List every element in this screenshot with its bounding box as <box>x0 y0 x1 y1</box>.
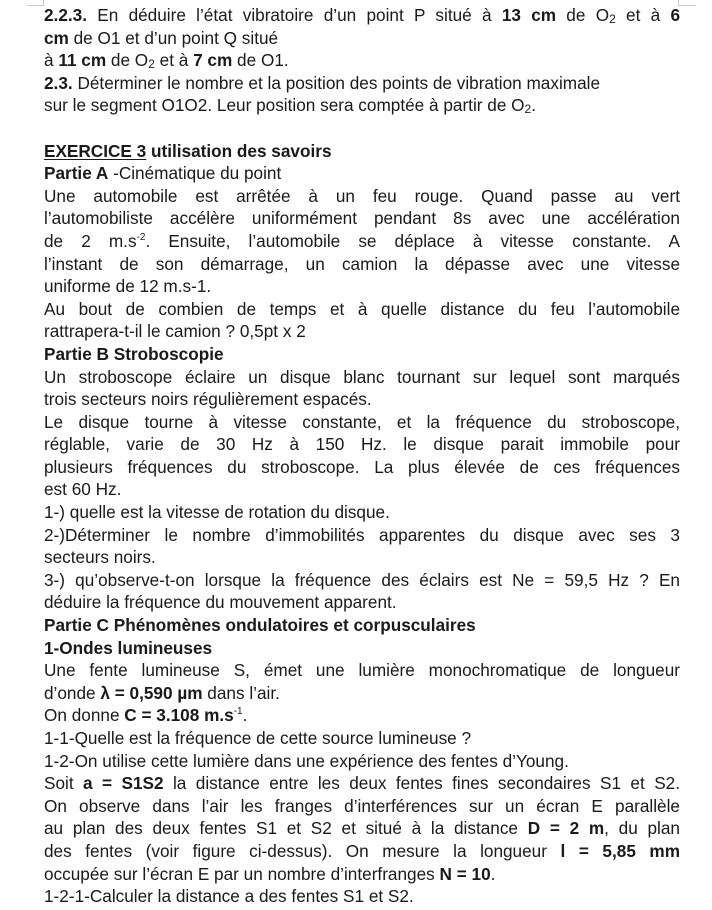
partie-b-question-2-line: 2-)Déterminer le nombre d’immobilités apparentes du disque avec ses 3 <box>44 524 680 545</box>
partie-b-question-3-line: 3-) qu’observe-t-on lorsque la fréquence des éclairs est Ne = 59,5 Hz ? En <box>44 569 680 590</box>
partie-a-text-line: l’instant de son démarrage, un camion la dépasse avec une vitesse <box>44 253 680 274</box>
question-2-3-line-1: 2.3. Déterminer le nombre et la position des points de vibration maximale <box>44 72 601 93</box>
partie-a-text-line: uniforme de 12 m.s-1. <box>44 276 212 297</box>
partie-a-question-line: rattrapera-t-il le camion ? 0,5pt x 2 <box>44 321 306 342</box>
partie-b-question-2-line: secteurs noirs. <box>44 547 156 568</box>
question-2-2-3-line-3: à 11 cm de $O_2$ et à 7 cm de O1. <box>44 50 289 72</box>
partie-a-heading: Partie A -Cinématique du point <box>44 163 282 184</box>
question-number: 2.3. <box>44 72 73 93</box>
partie-c-text-line: occupée sur l’écran E par un nombre d’interfranges N = 10. <box>44 863 496 884</box>
page-corner-mark-left <box>27 0 44 6</box>
partie-c-text-line: Une fente lumineuse S, émet une lumière monochromatique de longueur <box>44 660 680 681</box>
partie-b-question-3-line: déduire la fréquence du mouvement apparent. <box>44 592 397 613</box>
page-corner-mark-right <box>678 0 696 6</box>
partie-c-text-line: On donne C = 3.108 $m.s^{-1}$. <box>44 705 248 726</box>
partie-b-text-line: plusieurs fréquences du stroboscope. La plus élevée de ces fréquences <box>44 456 680 477</box>
partie-a-text-line: l’automobiliste accélère uniformément pendant 8s avec une accélération <box>44 208 680 229</box>
partie-c-text-line: d’onde λ = 0,590 µm dans l’air. <box>44 682 280 703</box>
partie-b-heading: Partie B Stroboscopie <box>44 343 224 364</box>
partie-b-text-line: trois secteurs noirs régulièrement espacés. <box>44 389 372 410</box>
spacer <box>44 117 680 140</box>
partie-a-text-line: de 2 $m.s^{-2}$. Ensuite, l’automobile se déplace à vitesse constante. A <box>44 230 680 251</box>
partie-b-text-line: réglable, varie de 30 Hz à 150 Hz. le disque parait immobile pour <box>44 434 680 455</box>
partie-c-question-1-1: 1-1-Quelle est la fréquence de cette source lumineuse ? <box>44 728 472 748</box>
partie-b-text-line: est 60 Hz. <box>44 479 122 500</box>
partie-b-question-1: 1-) quelle est la vitesse de rotation du disque. <box>44 502 390 523</box>
partie-c-subheading: 1-Ondes lumineuses <box>44 637 213 658</box>
partie-c-question-1-2-1: 1-2-1-Calculer la distance a des fentes S1 et S2. <box>44 886 414 907</box>
partie-c-text-line: Soit a = S1S2 la distance entre les deux fentes fines secondaires S1 et S2. <box>44 773 680 794</box>
partie-c-text-line: On observe dans l’air les franges d’interférences sur un écran E parallèle <box>44 795 680 816</box>
partie-b-text-line: Le disque tourne à vitesse constante, et la fréquence du stroboscope, <box>44 411 680 432</box>
question-number: 2.2.3. <box>44 5 88 25</box>
partie-c-text-line: au plan des deux fentes S1 et S2 et situé à la distance D = 2 m, du plan <box>44 818 680 839</box>
partie-a-question-line: Au bout de combien de temps et à quelle distance du feu l’automobile <box>44 298 680 319</box>
question-2-2-3-line-1: 2.2.3. En déduire l’état vibratoire d’un point P situé à 13 cm de $O_2$ et à 6 <box>44 5 681 26</box>
partie-c-question-1-2: 1-2-On utilise cette lumière dans une expérience des fentes d’Young. <box>44 750 569 771</box>
partie-b-text-line: Un stroboscope éclaire un disque blanc tournant sur lequel sont marqués <box>44 366 680 387</box>
question-2-3-line-2: sur le segment O1O2. Leur position sera comptée à partir de $O_2$. <box>44 95 537 117</box>
question-2-2-3-line-2: cm de O1 et d’un point Q situé <box>44 27 279 48</box>
partie-c-heading: Partie C Phénomènes ondulatoires et corpusculaires <box>44 615 476 636</box>
document-page <box>44 4 680 908</box>
partie-a-text-line: Une automobile est arrêtée à un feu rouge. Quand passe au vert <box>44 185 680 206</box>
exercise-3-heading: EXERCICE 3 utilisation des savoirs <box>44 140 332 161</box>
partie-c-text-line: des fentes (voir figure ci-dessus). On mesure la longueur l = 5,85 mm <box>44 840 680 861</box>
